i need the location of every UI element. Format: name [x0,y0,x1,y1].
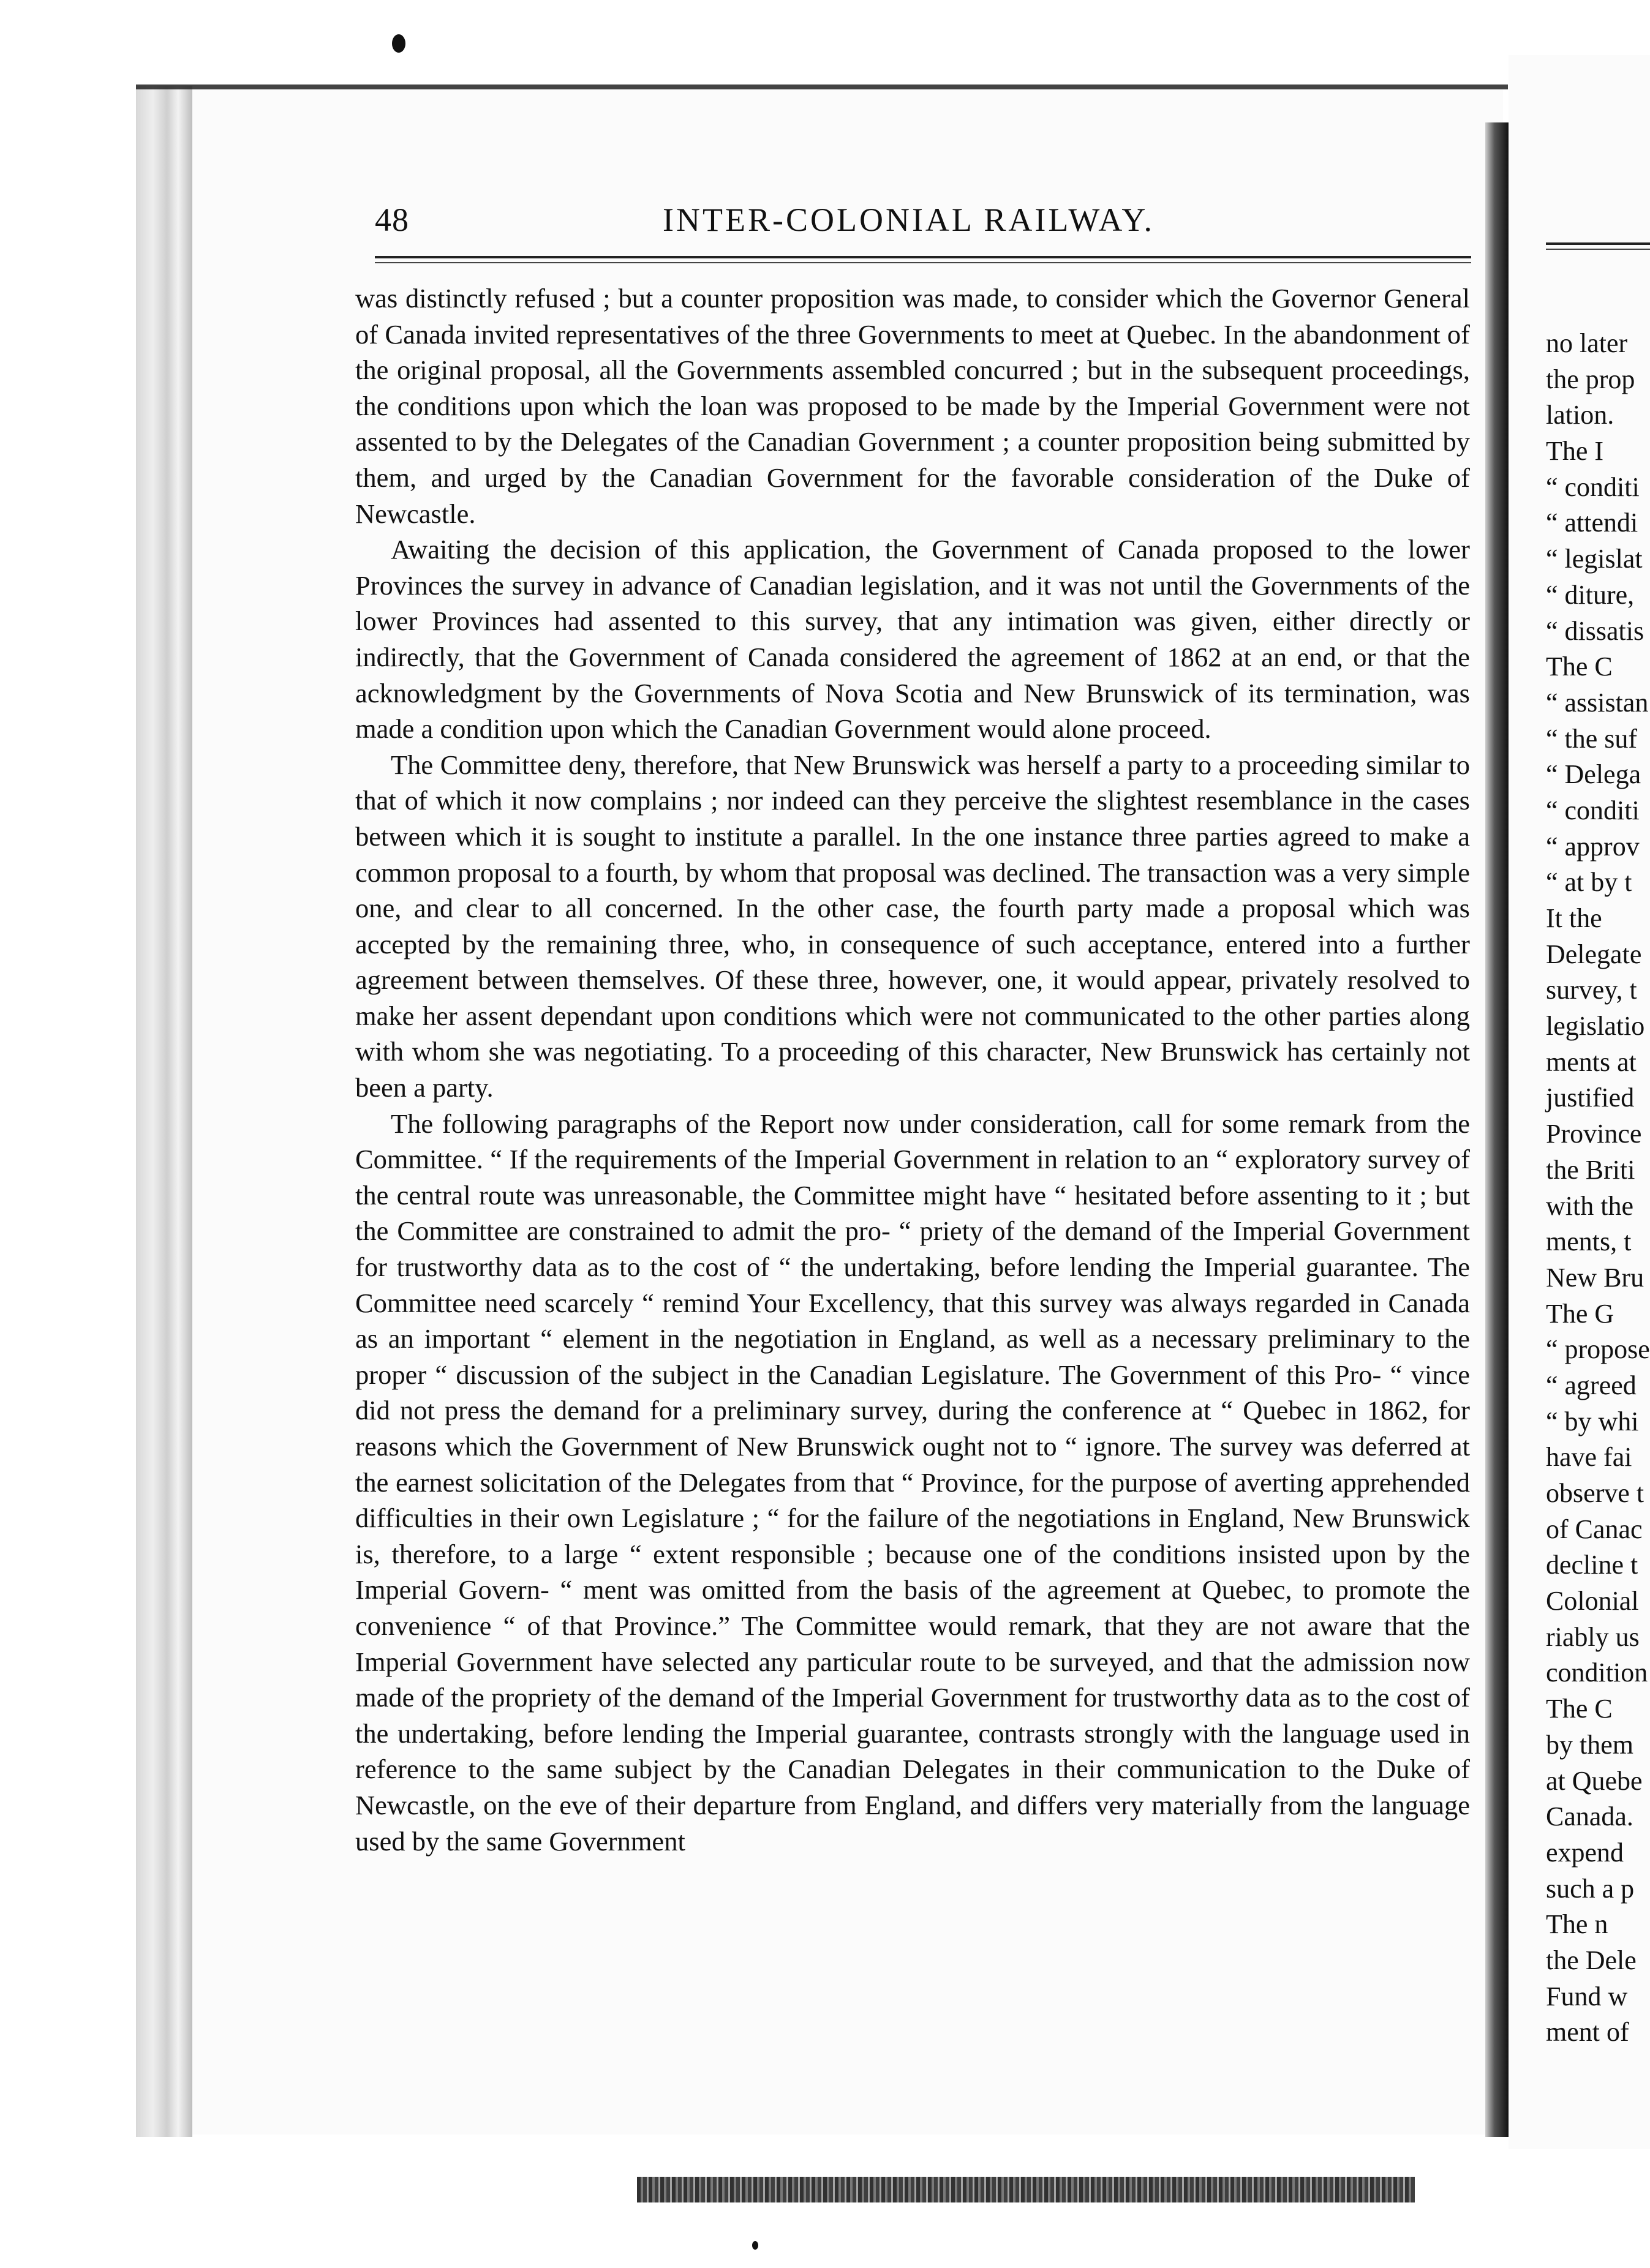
right-page-line: Colonial [1546,1586,1639,1617]
right-page-line: “ conditi [1546,471,1640,502]
right-page-line: “ assistan [1546,687,1649,718]
right-page-line: legislatio [1546,1011,1645,1042]
right-page-line: The C [1546,1694,1613,1724]
right-page-line: “ propose [1546,1334,1650,1365]
right-page-line: Fund w [1546,1981,1628,2011]
right-page-line: “ by whi [1546,1406,1639,1436]
right-page-line: “ dissatis [1546,615,1644,646]
page-number: 48 [375,201,409,238]
right-page-line: The I [1546,436,1604,467]
right-header-rule-thick [1546,242,1650,245]
book-edge-shadow [136,86,192,2137]
right-page-line: The G [1546,1298,1614,1329]
right-page-line: no later [1546,328,1628,358]
right-page-line: New Bru [1546,1262,1644,1293]
right-page-line: observe t [1546,1478,1644,1508]
right-page-line: the Briti [1546,1154,1635,1185]
right-page-line: ments at [1546,1046,1637,1077]
right-page-lines [1546,326,1650,2051]
book-gutter [1485,122,1509,2137]
scan-speck-top [392,34,405,53]
right-page-line: lation. [1546,400,1614,430]
right-page-line: the Dele [1546,1945,1637,1975]
right-page-line: decline t [1546,1550,1638,1580]
header-rule-thick [375,256,1471,258]
right-page-line: Province [1546,1119,1642,1149]
header-rule-thin [375,262,1471,263]
right-page-line: Canada. [1546,1801,1633,1832]
right-page-line: “ agreed [1546,1370,1637,1400]
scan-speck-bottom [752,2241,758,2250]
right-page-line: justified [1546,1083,1635,1113]
right-page-line: “ diture, [1546,579,1635,610]
right-page-line: expend [1546,1837,1624,1868]
right-page-line: with the [1546,1190,1633,1221]
right-page-line: It the [1546,903,1602,933]
right-page-line: of Canac [1546,1514,1643,1544]
right-page-line: have fai [1546,1442,1632,1473]
body-text [355,280,1470,1859]
right-page-line: at Quebe [1546,1765,1643,1796]
right-page-line: ments, t [1546,1226,1632,1257]
right-page-line: “ attendi [1546,508,1638,538]
right-page-line: by them [1546,1729,1633,1760]
right-page-line: “ conditi [1546,795,1640,825]
paragraph-3: The Committee deny, therefore, that New Brunswick was herself a party to a proceeding similar to that of which it now complains ; nor indeed can they perceive the slightest resemblance in the cases between which it is sought to institute a parallel. In the one instance three parties agreed to make a common proposal to a fourth, by whom that proposal was declined. The transaction was a very simple one, and clear to all concerned. In the other case, the fourth party made a proposal which was accepted by the remaining three, who, in consequence of such acceptance, entered into a further agreement between themselves. Of these three, however, one, it would appear, privately resolved to make her assent dependant upon conditions which were not communicated to the other parties along with whom she was negotiating. To a proceeding of this character, New Brunswick has certainly not been a party. [355,749,1470,1103]
right-page-line: condition [1546,1658,1648,1688]
right-page-line: “ legislat [1546,544,1643,574]
right-page-line: the prop [1546,364,1635,394]
right-page-line: survey, t [1546,975,1637,1005]
right-page-line: “ the suf [1546,723,1638,754]
paragraph-2: Awaiting the decision of this application, the Government of Canada proposed to the lower Provinces the survey in advance of Canadian legislation, and it was not until the Governments of the lower Provinces had assented to this survey, that any intimation was given, either directly or indirectly, that the Government of Canada considered the agreement of 1862 at an end, or that the acknowledgment by the Governments of Nova Scotia and New Brunswick of its termination, was made a condition upon which the Canadian Government would alone proceed. [355,534,1470,745]
paragraph-4: The following paragraphs of the Report now under consideration, call for some remark from the Committee. “ If the requirements of the Imperial Government in relation to an “ exploratory survey of the central route was unreasonable, the Committee might have “ hesitated before assenting to it ; but the Committee are constrained to admit the pro- “ priety of the demand of the Imperial Government for trustworthy data as to the cost of “ the undertaking, before lending the Imperial guarantee. The Committee need scarcely “ remind Your Excellency, that this survey was always regarded in Canada as an important “ element in the negotiation in England, as well as a necessary preliminary to the proper “ discussion of the subject in the Canadian Legislature. The Government of this Pro- “ vince did not press the demand for a preliminary survey, during the conference at “ Quebec in 1862, for reasons which the Government of New Brunswick ought not to “ ignore. The survey was deferred at the earnest solicitation of the Delegates from that “ Province, for the purpose of averting apprehended difficulties in their own Legislature ; “ for the failure of the negotiations in England, New Brunswick is, therefore, to a large “ extent responsible ; because one of the conditions insisted upon by the Imperial Govern- “ ment was omitted from the basis of the agreement at Quebec, to promote the convenience “ of that Province.” The Committee would remark, that they are not aware that the Imperial Government have selected any particular route to be surveyed, and that the admission now made of the propriety of the demand of the Imperial Government for trustworthy data as to the cost of the undertaking, before lending the Imperial guarantee, contrasts strongly with the language used in reference to the same subject by the Canadian Delegates in their communication to the Duke of Newcastle, on the eve of their departure from England, and differs very materially from the language used by the same Government [355,1108,1470,1857]
right-page-line: The C [1546,651,1613,682]
right-page-line: “ at by t [1546,867,1632,898]
right-page-line: riably us [1546,1621,1640,1652]
right-page-line: such a p [1546,1873,1635,1904]
right-page-line: “ Delega [1546,759,1641,790]
running-title: INTER-COLONIAL RAILWAY. [663,201,1155,238]
scan-bottom-band [637,2177,1415,2202]
page-top-edge [136,84,1508,89]
right-page-line: The n [1546,1909,1608,1940]
right-page-line: “ approv [1546,831,1640,862]
right-header-rule-thin [1546,249,1650,250]
right-page-line: ment of [1546,2017,1629,2048]
page-header [375,201,1477,250]
right-page-line: Delegate [1546,939,1642,969]
paragraph-1: was distinctly refused ; but a counter proposition was made, to consider which the Governor General of Canada invited representatives of the three Governments to meet at Quebec. In the abandonment of the original proposal, all the Governments assembled concurred ; but in the subsequent proceedings, the conditions upon which the loan was proposed to be made by the Imperial Government were not assented to by the Delegates of the Canadian Government ; a counter proposition being submitted by them, and urged by the Canadian Government for the favorable consideration of the Duke of Newcastle. [355,283,1470,529]
